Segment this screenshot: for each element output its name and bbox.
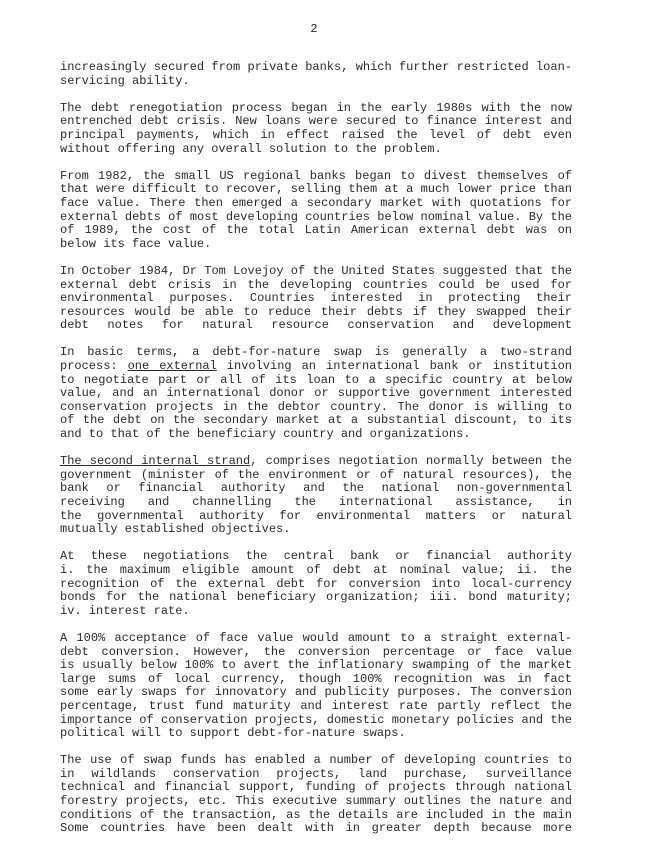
document-body bbox=[60, 61, 572, 849]
text-line: in wildlands conservation projects, land purchase, surveillance bbox=[60, 767, 572, 781]
paragraph bbox=[60, 265, 572, 333]
text-line: servicing ability. bbox=[60, 74, 190, 88]
text-line: value, and an international donor or supportive government interested bbox=[60, 387, 572, 401]
text-line: some early swaps for innovatory and publicity purposes. The conversion bbox=[60, 686, 572, 700]
text-line: environmental purposes. Countries interested in protecting their bbox=[60, 292, 572, 306]
paragraph bbox=[60, 170, 572, 252]
text-line: bank or financial authority and the national non-governmental bbox=[60, 482, 572, 496]
text-line: percentage, trust fund maturity and interest rate partly reflect the bbox=[60, 699, 572, 713]
text-line: principal payments, which in effect raised the level of debt even bbox=[60, 128, 572, 142]
text-line: to negotiate part or all of its loan to a specific country at below bbox=[60, 373, 572, 387]
text-line: of the debt on the secondary market at a substantial discount, to its bbox=[60, 414, 572, 428]
text-line: In October 1984, Dr Tom Lovejoy of the United States suggested that the bbox=[60, 264, 572, 278]
text-segment: involving an international bank or institution bbox=[226, 360, 572, 374]
text-line: Some countries have been dealt with in greater depth because more bbox=[60, 822, 572, 836]
text-segment: process: bbox=[60, 360, 128, 374]
text-line bbox=[60, 455, 572, 469]
text-line bbox=[60, 360, 572, 374]
text-segment: , comprises negotiation normally between the bbox=[250, 455, 572, 469]
text-line: below its face value. bbox=[60, 237, 212, 251]
text-line: political will to support debt-for-nature swaps. bbox=[60, 727, 406, 741]
paragraph bbox=[60, 632, 572, 741]
text-line: conservation projects in the debtor country. The donor is willing to bbox=[60, 400, 572, 414]
text-line: bonds for the national beneficiary organization; iii. bond maturity; bbox=[60, 591, 572, 605]
paragraph bbox=[60, 346, 572, 441]
underlined-phrase: one external bbox=[127, 360, 217, 374]
text-line: external debt crisis in the developing countries could be used for bbox=[60, 278, 572, 292]
text-line: without offering any overall solution to the problem. bbox=[60, 142, 442, 156]
paragraph bbox=[60, 61, 572, 88]
text-line: is usually below 100% to avert the inflationary swamping of the market bbox=[60, 659, 572, 673]
text-line: importance of conservation projects, domestic monetary policies and the bbox=[60, 713, 572, 727]
text-line: iv. interest rate. bbox=[60, 604, 190, 618]
text-line: A 100% acceptance of face value would amount to a straight external- bbox=[60, 631, 572, 645]
text-line: of 1989, the cost of the total Latin American external debt was on bbox=[60, 224, 572, 238]
text-line: mutually established objectives. bbox=[60, 523, 291, 537]
text-line: increasingly secured from private banks, which further restricted loan- bbox=[60, 61, 572, 74]
underlined-phrase: The second internal strand bbox=[60, 455, 251, 469]
text-line: that were difficult to recover, selling them at a much lower price than bbox=[60, 183, 572, 197]
text-line: The debt renegotiation process began in the early 1980s with the now bbox=[60, 101, 572, 115]
text-line: The use of swap funds has enabled a number of developing countries to bbox=[60, 754, 572, 768]
paragraph bbox=[60, 102, 572, 156]
text-line: From 1982, the small US regional banks began to divest themselves of bbox=[60, 169, 572, 183]
text-line: and to that of the beneficiary country and organizations. bbox=[60, 428, 471, 442]
page-number: 2 bbox=[310, 22, 318, 36]
text-line: debt conversion. However, the conversion percentage or face value bbox=[60, 645, 572, 659]
text-line: large sums of local currency, though 100% recognition was in fact bbox=[60, 672, 572, 686]
text-line: technical and financial support, funding of projects through national bbox=[60, 781, 572, 795]
text-line: face value. There then emerged a secondary market with quotations for bbox=[60, 196, 572, 210]
text-line: i. the maximum eligible amount of debt at nominal value; ii. the bbox=[60, 563, 572, 577]
text-line: At these negotiations the central bank or financial authority bbox=[60, 550, 572, 564]
text-line: entrenched debt crisis. New loans were secured to finance interest and bbox=[60, 115, 572, 129]
text-line: recognition of the external debt for conversion into local-currency bbox=[60, 577, 572, 591]
text-line: the governmental authority for environmental matters or natural bbox=[60, 509, 572, 523]
text-line: debt notes for natural resource conservation and development bbox=[60, 319, 572, 333]
paragraph bbox=[60, 455, 572, 537]
paragraph bbox=[60, 550, 572, 618]
text-line: forestry projects, etc. This executive summary outlines the nature and bbox=[60, 795, 572, 809]
text-line: government (minister of the environment or of natural resources), the bbox=[60, 468, 572, 482]
text-line: conditions of the transaction, as the details are included in the main bbox=[60, 808, 572, 822]
text-line: In basic terms, a debt-for-nature swap is generally a two-strand bbox=[60, 346, 572, 360]
text-line: resources would be able to reduce their debts if they swapped their bbox=[60, 305, 572, 319]
paragraph bbox=[60, 754, 572, 836]
text-line: receiving and channelling the international assistance, in bbox=[60, 496, 572, 509]
text-line: external debts of most developing countries below nominal value. By the bbox=[60, 210, 572, 224]
